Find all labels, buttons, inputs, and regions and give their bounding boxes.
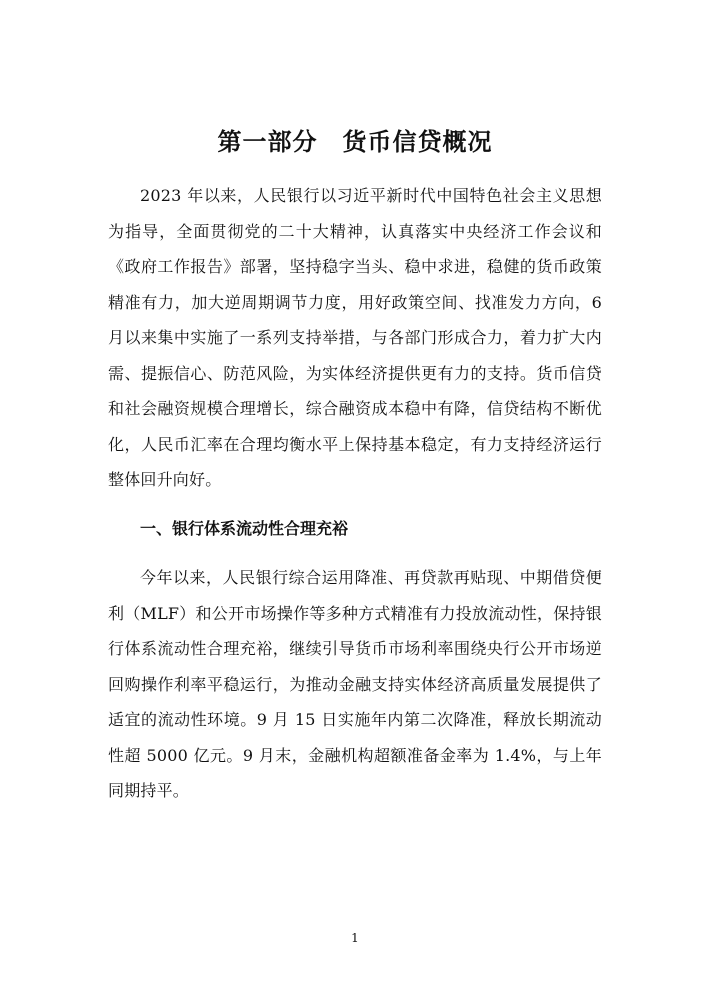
page-number: 1	[351, 931, 359, 945]
section-paragraph: 今年以来，人民银行综合运用降准、再贷款再贴现、中期借贷便利（MLF）和公开市场操作等多种方式精准有力投放流动性，保持银行体系流动性合理充裕，继续引导货币市场利率围绕央行公开市场逆回购操作利率平稳运行，为推动金融支持实体经济高质量发展提供了适宜的流动性环境。9 月 15 日实施年内第二次降准，释放长期流动性超 5000 亿元。9 月末，金融机构超额准备金率为 1.4%，与上年同期持平。	[108, 568, 602, 800]
intro-paragraph: 2023 年以来，人民银行以习近平新时代中国特色社会主义思想为指导，全面贯彻党的二十大精神，认真落实中央经济工作会议和《政府工作报告》部署，坚持稳字当头、稳中求进，稳健的货币政策精准有力，加大逆周期调节力度，用好政策空间、找准发力方向，6 月以来集中实施了一系列支持举措，与各部门形成合力，着力扩大内需、提振信心、防范风险，为实体经济提供更有力的支持。货币信贷和社会融资规模合理增长，综合融资成本稳中有降，信贷结构不断优化，人民币汇率在合理均衡水平上保持基本稳定，有力支持经济运行整体回升向好。	[108, 186, 602, 489]
page-title: 第一部分 货币信贷概况	[217, 128, 493, 156]
section-heading: 一、银行体系流动性合理充裕	[140, 519, 349, 538]
